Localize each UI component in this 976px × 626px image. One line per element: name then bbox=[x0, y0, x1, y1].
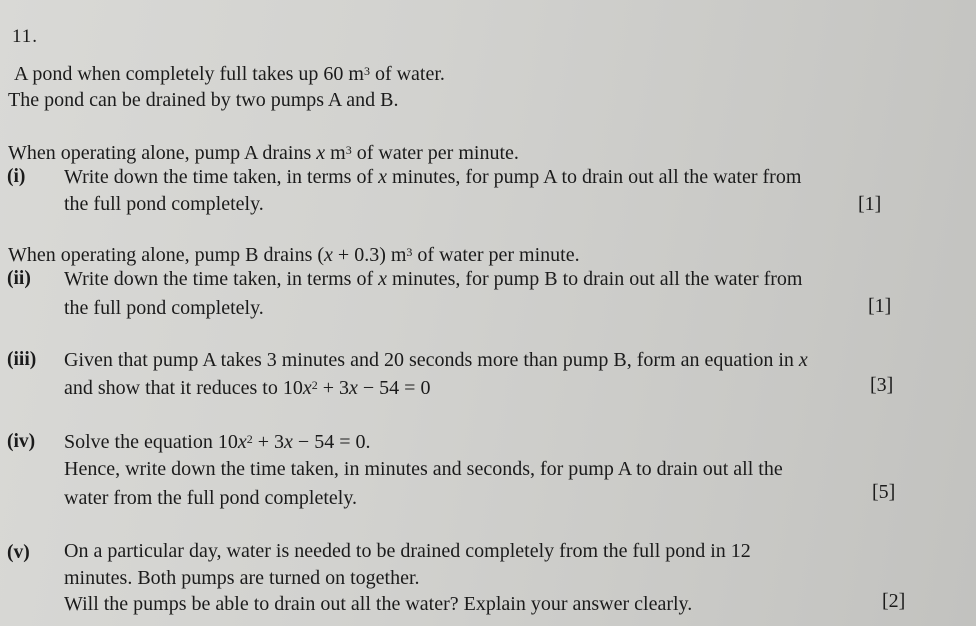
part-iii-marks: [3] bbox=[870, 374, 894, 396]
part-v-label: (v) bbox=[7, 542, 30, 563]
part-ii-label: (ii) bbox=[7, 268, 31, 289]
part-iv-line-2: Hence, write down the time taken, in minutes and seconds, for pump A to drain out all the bbox=[64, 458, 783, 480]
intro-line-1: A pond when completely full takes up 60 $m^3$ of water. bbox=[14, 63, 445, 85]
part-iv-line-1: Solve the equation $10x^2 + 3x - 54 = 0$. bbox=[64, 431, 371, 453]
part-iii-line-1: Given that pump A takes 3 minutes and 20 seconds more than pump B, form an equation in x bbox=[64, 349, 808, 371]
pump-b-statement: When operating alone, pump B drains (x + 0.3) $m^3$ of water per minute. bbox=[8, 244, 580, 266]
intro-line-2: The pond can be drained by two pumps A and B. bbox=[8, 89, 399, 111]
part-ii-marks: [1] bbox=[868, 295, 892, 317]
question-number: 11. bbox=[12, 26, 39, 47]
part-v-marks: [2] bbox=[882, 590, 906, 612]
part-v-line-2: minutes. Both pumps are turned on together. bbox=[64, 567, 420, 589]
part-v-line-1: On a particular day, water is needed to be drained completely from the full pond in 12 bbox=[64, 540, 751, 562]
part-i-line-2: the full pond completely. bbox=[64, 193, 264, 215]
part-iii-line-2: and show that it reduces to $10x^2 + 3x - 54 = 0$ bbox=[64, 377, 431, 399]
part-iv-line-3: water from the full pond completely. bbox=[64, 487, 358, 509]
part-iv-marks: [5] bbox=[872, 481, 896, 503]
part-iv-label: (iv) bbox=[7, 431, 36, 452]
part-iii-label: (iii) bbox=[7, 349, 37, 370]
part-i-label: (i) bbox=[7, 166, 26, 187]
part-i-line-1: Write down the time taken, in terms of x minutes, for pump A to drain out all the water from bbox=[64, 166, 802, 188]
part-v-line-3: Will the pumps be able to drain out all the water? Explain your answer clearly. bbox=[64, 593, 693, 615]
part-ii-line-2: the full pond completely. bbox=[64, 297, 264, 319]
part-i-marks: [1] bbox=[858, 193, 882, 215]
pump-a-statement: When operating alone, pump A drains x $m^3$ of water per minute. bbox=[8, 142, 519, 164]
part-ii-line-1: Write down the time taken, in terms of x minutes, for pump B to drain out all the water from bbox=[64, 268, 803, 290]
